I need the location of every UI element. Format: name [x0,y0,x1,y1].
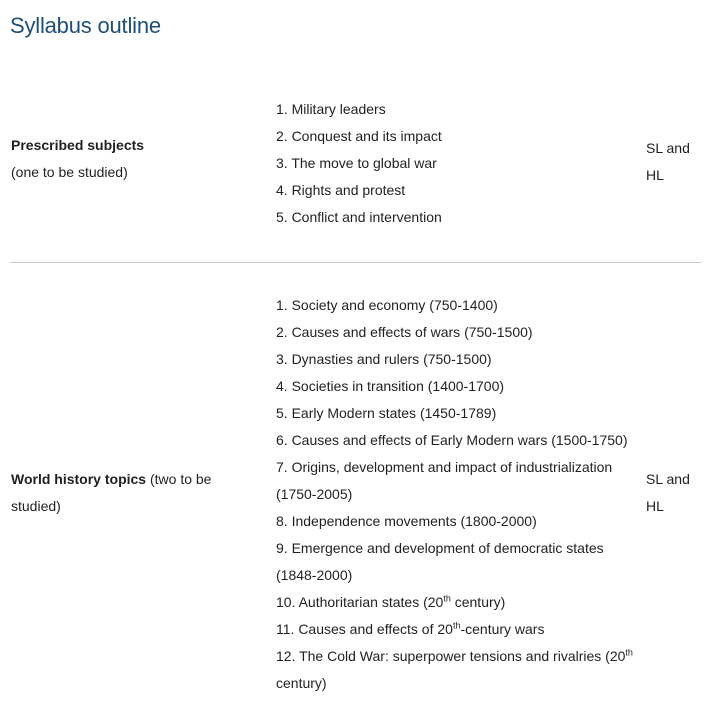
list-item: 5. Early Modern states (1450-1789) [276,405,497,421]
subject-title: Prescribed subjects [11,137,145,153]
syllabus-row-world-history-topics [0,292,716,702]
topic-text: century) [450,594,506,610]
level-line: HL [646,167,664,183]
subject-note-continued: studied) [11,498,61,514]
list-item-continued: (1750-2005) [276,486,353,502]
subject-line [11,466,251,493]
topic-list [276,96,636,231]
level-line: SL and [646,471,690,487]
list-item: 4. Rights and protest [276,182,406,198]
subject-note: (one to be studied) [11,164,128,180]
list-item: 4. Societies in transition (1400-1700) [276,378,505,394]
list-item [276,616,636,643]
subject-title: World history topics [11,471,147,487]
level-line: HL [646,498,664,514]
list-item: 1. Society and economy (750-1400) [276,297,498,313]
list-item: 2. Conquest and its impact [276,128,442,144]
row-divider [10,262,701,263]
ordinal-superscript: th [452,620,461,631]
topic-text: 12. The Cold War: superpower tensions and rivalries (20 [276,648,626,664]
list-item-continued: (1848-2000) [276,567,353,583]
level-line: SL and [646,140,690,156]
list-item: 3. Dynasties and rulers (750-1500) [276,351,492,367]
ordinal-superscript: th [443,593,451,604]
list-item: 8. Independence movements (1800-2000) [276,513,537,529]
page-title: Syllabus outline [10,13,161,38]
subject-cell [11,132,251,186]
list-item: 2. Causes and effects of wars (750-1500) [276,324,533,340]
level-cell [646,135,706,189]
list-item [276,643,636,670]
subject-note: (two to be [146,471,212,487]
list-item: 9. Emergence and development of democratic states [276,540,604,556]
list-item: 3. The move to global war [276,155,437,171]
topic-list [276,292,636,697]
topic-text: -century wars [460,621,545,637]
ordinal-superscript: th [625,647,633,658]
topic-text: 10. Authoritarian states (20 [276,594,444,610]
list-item: 7. Origins, development and impact of industrialization [276,459,613,475]
list-item [276,589,636,616]
list-item-continued: century) [276,675,327,691]
list-item: 1. Military leaders [276,101,386,117]
list-item: 5. Conflict and intervention [276,209,442,225]
level-cell [646,466,706,520]
list-item: 6. Causes and effects of Early Modern wars (1500-1750) [276,432,628,448]
topic-text: 11. Causes and effects of 20 [276,621,453,637]
subject-cell [11,466,251,520]
syllabus-row-prescribed-subjects [0,96,716,236]
